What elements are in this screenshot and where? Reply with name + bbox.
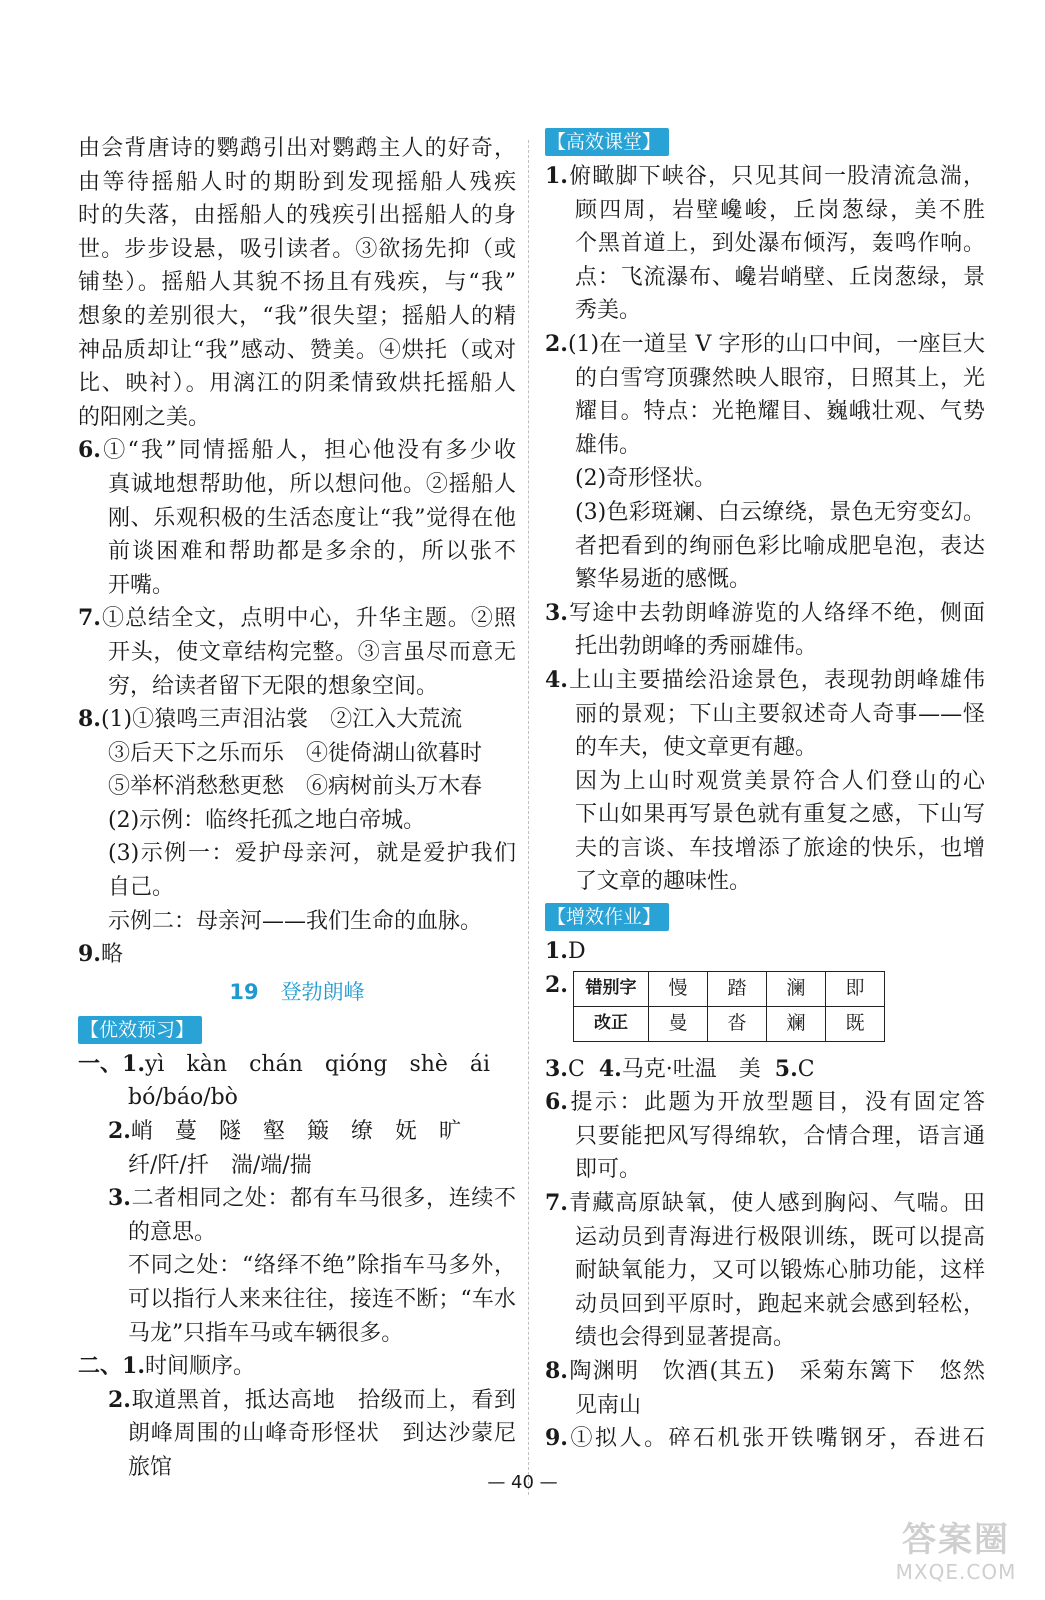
answer-text: ①拟人。碎石机张开铁嘴钢牙，吞进石 — [567, 1426, 985, 1452]
question-number: 2. — [545, 330, 568, 357]
answer-text: 上山主要描绘沿途景色，表现勃朗峰雄伟 — [567, 667, 985, 693]
text-line: 自己。 — [108, 875, 175, 901]
text-line: 绩也会得到显著提高。 — [575, 1325, 796, 1351]
text-line — [545, 664, 985, 698]
table-header-cell: 改正 — [574, 1006, 649, 1041]
text-line: bó/báo/bò — [128, 1085, 238, 1111]
text-line: 耐缺氧能力，又可以锻炼心肺功能，这样 — [575, 1258, 985, 1284]
text-line: 见南山 — [575, 1392, 642, 1418]
part-1 — [78, 1048, 516, 1350]
homework-answer-6 — [545, 1086, 985, 1187]
text-line: 即可。 — [575, 1157, 642, 1183]
question-number: 4. — [545, 666, 568, 693]
text-line: 纤/阡/扦 湍/端/揣 — [128, 1152, 312, 1178]
answer-text: 峭 蔓 隧 壑 簸 缭 妩 旷 — [130, 1119, 461, 1145]
text-line: (3)示例一：爱护母亲河，就是爱护我们 — [108, 841, 516, 867]
text-line: 夫的言谈、车技增添了旅途的快乐，也增 — [575, 835, 985, 861]
answer-text: (1)①猿鸣三声泪沾裳 ②江入大荒流 — [100, 707, 463, 733]
text-line: 的白雪穹顶骤然映人眼帘，日照其上，光 — [575, 365, 985, 391]
answer-text: 俯瞰脚下峡谷，只见其间一股清流急湍， — [567, 164, 985, 189]
class-answer-3 — [545, 597, 985, 664]
answer-text: D — [567, 939, 586, 965]
section-header-preview — [78, 1012, 516, 1048]
text-line: 因为上山时观赏美景符合人们登山的心 — [575, 768, 985, 794]
column-divider — [528, 140, 529, 1495]
text-line: 只要能把风写得绵软，合情合理，语言通 — [575, 1123, 985, 1149]
lesson-title — [78, 972, 516, 1012]
question-number: 8. — [545, 1358, 568, 1384]
text-line: 个黑首道上，到处瀑布倾泻，轰鸣作响。 — [575, 231, 985, 257]
answer-text: 略 — [100, 942, 123, 968]
question-number: 5. — [774, 1055, 798, 1082]
answer-text: 提示：此题为开放型题目，没有固定答 — [567, 1090, 985, 1116]
text-line: 雄伟。 — [575, 432, 642, 458]
question-number: 2. — [108, 1118, 131, 1145]
answer-text: 时间顺序。 — [144, 1354, 255, 1380]
answer-text: (1)在一道呈 V 字形的山口中间，一座巨大 — [567, 331, 985, 357]
text-line — [545, 1355, 985, 1389]
answer-7 — [78, 602, 516, 703]
question-number: 1. — [122, 1353, 145, 1380]
page-number: — 40 — — [487, 1472, 558, 1493]
class-answer-2 — [545, 328, 985, 597]
text-line: 马龙”只指车马或车辆很多。 — [128, 1320, 404, 1346]
table-header-cell: 错别字 — [574, 971, 649, 1006]
text-line: 旅馆 — [128, 1454, 173, 1480]
question-number: 3. — [545, 599, 568, 626]
question-number: 9. — [545, 1425, 568, 1452]
text-line: 刚、乐观积极的生活态度让“我”觉得在他 — [108, 505, 516, 531]
watermark-logo-text: 答案圈 — [902, 1520, 1010, 1560]
table-row — [574, 971, 885, 1006]
text-line: 的阳刚之美。 — [78, 404, 211, 430]
table-row — [574, 1006, 885, 1041]
text-line — [78, 703, 516, 737]
section-header-class — [545, 124, 985, 160]
lesson-number: 19 — [229, 979, 259, 1004]
text-line: 开头，使文章结构完整。③言虽尽而意无 — [108, 639, 516, 665]
question-number: 2. — [108, 1386, 131, 1413]
table-cell: 即 — [826, 971, 885, 1006]
text-line: 运动员到青海进行极限训练，既可以提高 — [575, 1224, 985, 1250]
answer-text: 二者相同之处：都有车马很多，连续不 — [130, 1186, 516, 1212]
text-line: ⑤举杯消愁愁更愁 ⑥病树前头万木春 — [108, 774, 483, 800]
table-cell: 斓 — [767, 1006, 826, 1041]
section-header-homework — [545, 899, 985, 935]
question-number: 3. — [545, 1055, 568, 1082]
text-line: 秀美。 — [575, 298, 642, 324]
watermark-url: MXQE.COM — [895, 1560, 1017, 1584]
section-label: 【优效预习】 — [78, 1016, 202, 1044]
question-number: 3. — [108, 1185, 131, 1212]
question-number: 1. — [545, 938, 568, 965]
answer-text: yì kàn chán qióng shè ái — [144, 1051, 491, 1077]
table-cell: 既 — [826, 1006, 885, 1041]
text-line — [545, 1086, 985, 1120]
text-line: 由会背唐诗的鹦鹉引出对鹦鹉主人的好奇， — [78, 136, 516, 161]
text-line: 的意思。 — [128, 1219, 217, 1245]
text-line: (2)奇形怪状。 — [575, 466, 717, 492]
text-line: 比、映衬）。用漓江的阴柔情致烘托摇船人 — [78, 371, 516, 397]
section-label: 【高效课堂】 — [545, 128, 669, 156]
text-line — [78, 602, 516, 636]
lesson-name: 登勃朗峰 — [280, 979, 365, 1004]
text-line: (2)示例：临终托孤之地白帝城。 — [108, 807, 426, 833]
answer-text: C — [567, 1056, 585, 1082]
answer-text: 马克·吐温 美 — [621, 1056, 761, 1082]
part-label: 一、 — [78, 1050, 123, 1077]
text-line: 动员回到平原时，跑起来就会感到轻松， — [575, 1291, 985, 1317]
question-number: 7. — [545, 1190, 568, 1217]
homework-answers-3-5 — [545, 1053, 985, 1087]
answer-text: 陶渊明 饮酒(其五) 采菊东篱下 悠然 — [567, 1359, 985, 1384]
answer-text: ①“我”同情摇船人，担心他没有多少收 — [100, 438, 516, 464]
text-line: 下山如果再写景色就有重复之感，下山写 — [575, 802, 985, 828]
table-cell: 沓 — [708, 1006, 767, 1041]
text-line: 神品质却让“我”感动、赞美。④烘托（或对 — [78, 337, 516, 363]
homework-answer-1 — [545, 935, 985, 969]
answer-6 — [78, 434, 516, 602]
text-line: 顾四周，岩壁巉峻，丘岗葱绿，美不胜 — [575, 197, 985, 223]
text-line: 朗峰周围的山峰奇形怪状 到达沙蒙尼 — [128, 1421, 516, 1447]
right-column — [545, 132, 985, 1456]
text-line: 繁华易逝的感慨。 — [575, 567, 752, 593]
text-line: 点：飞流瀑布、巉岩峭壁、丘岗葱绿，景 — [575, 264, 985, 290]
text-line — [78, 1384, 516, 1418]
part-label: 二、 — [78, 1353, 123, 1380]
answer-text: C — [797, 1056, 815, 1082]
question-number: 8. — [78, 706, 101, 733]
text-line — [545, 597, 985, 631]
text-line: 不同之处：“络绎不绝”除指车马多外， — [128, 1253, 516, 1279]
text-line: 时的失落，由摇船人的残疾引出摇船人的身 — [78, 203, 516, 229]
answer-text: 青藏高原缺氧，使人感到胸闷、气喘。田 — [567, 1191, 985, 1217]
homework-answer-9 — [545, 1422, 985, 1456]
answer-text: 写途中去勃朗峰游览的人络绎不绝，侧面 — [567, 600, 985, 626]
table-cell: 踏 — [708, 971, 767, 1006]
text-line: 示例二：母亲河——我们生命的血脉。 — [108, 908, 483, 934]
left-column — [78, 132, 516, 1485]
text-line: 前谈困难和帮助都是多余的，所以张不 — [108, 539, 516, 565]
part-2 — [78, 1350, 516, 1484]
text-line: 可以指行人来来往往，接连不断；“车水 — [128, 1287, 516, 1312]
text-line — [78, 1350, 516, 1384]
question-number: 1. — [122, 1050, 145, 1077]
question-number: 2. — [545, 971, 568, 998]
text-line: 真诚地想帮助他，所以想问他。②摇船人 — [108, 471, 516, 497]
answer-9 — [78, 938, 516, 972]
answer-text: ①总结全文，点明中心，升华主题。②照 — [100, 606, 516, 632]
table-cell: 曼 — [649, 1006, 708, 1041]
text-line: (3)色彩斑斓、白云缭绕，景色无穷变幻。 — [575, 499, 985, 525]
text-line — [78, 1115, 516, 1149]
answer-text: 取道黑首，抵达高地 拾级而上，看到 — [130, 1387, 516, 1413]
text-line: 托出勃朗峰的秀丽雄伟。 — [575, 634, 818, 660]
question-number: 9. — [78, 941, 101, 968]
text-line — [545, 1187, 985, 1221]
text-line: 世。步步设悬，吸引读者。③欲扬先抑（或 — [78, 236, 516, 262]
text-line — [78, 1048, 516, 1082]
text-line — [78, 1182, 516, 1216]
question-number: 1. — [545, 163, 568, 189]
site-watermark — [881, 1520, 1031, 1590]
homework-answer-7 — [545, 1187, 985, 1355]
class-answer-4 — [545, 664, 985, 899]
question-number: 7. — [78, 605, 101, 632]
question-number: 4. — [598, 1055, 622, 1082]
text-line: 者把看到的绚丽色彩比喻成肥皂泡，表达 — [575, 533, 985, 559]
class-answer-1 — [545, 160, 985, 328]
table-cell: 慢 — [649, 971, 708, 1006]
answer-8 — [78, 703, 516, 938]
text-line — [545, 1422, 985, 1456]
question-number: 6. — [78, 437, 101, 464]
text-line: 铺垫）。摇船人其貌不扬且有残疾，与“我” — [78, 270, 516, 296]
text-line: 的车夫，使文章更有趣。 — [575, 735, 818, 761]
table-cell: 澜 — [767, 971, 826, 1006]
homework-answer-2 — [545, 969, 985, 1053]
text-line: 穷，给读者留下无限的想象空间。 — [108, 673, 439, 699]
correction-table — [573, 971, 885, 1042]
text-line: 想象的差别很大，“我”很失望；摇船人的精 — [78, 303, 516, 329]
text-line: 了文章的趣味性。 — [575, 869, 752, 895]
text-line: ③后天下之乐而乐 ④徙倚湖山欲暮时 — [108, 740, 483, 766]
text-line — [545, 160, 985, 194]
text-line: 耀目。特点：光艳耀目、巍峨壮观、气势 — [575, 399, 985, 425]
text-line: 由等待摇船人时的期盼到发现摇船人残疾 — [78, 169, 516, 195]
text-line: 开嘴。 — [108, 572, 175, 598]
text-line — [545, 328, 985, 362]
question-number: 6. — [545, 1089, 568, 1116]
text-line: 丽的景观；下山主要叙述奇人奇事——怪 — [575, 701, 985, 727]
section-label: 【增效作业】 — [545, 903, 669, 931]
intro-answer — [78, 132, 516, 434]
homework-answer-8 — [545, 1355, 985, 1422]
text-line — [78, 434, 516, 468]
